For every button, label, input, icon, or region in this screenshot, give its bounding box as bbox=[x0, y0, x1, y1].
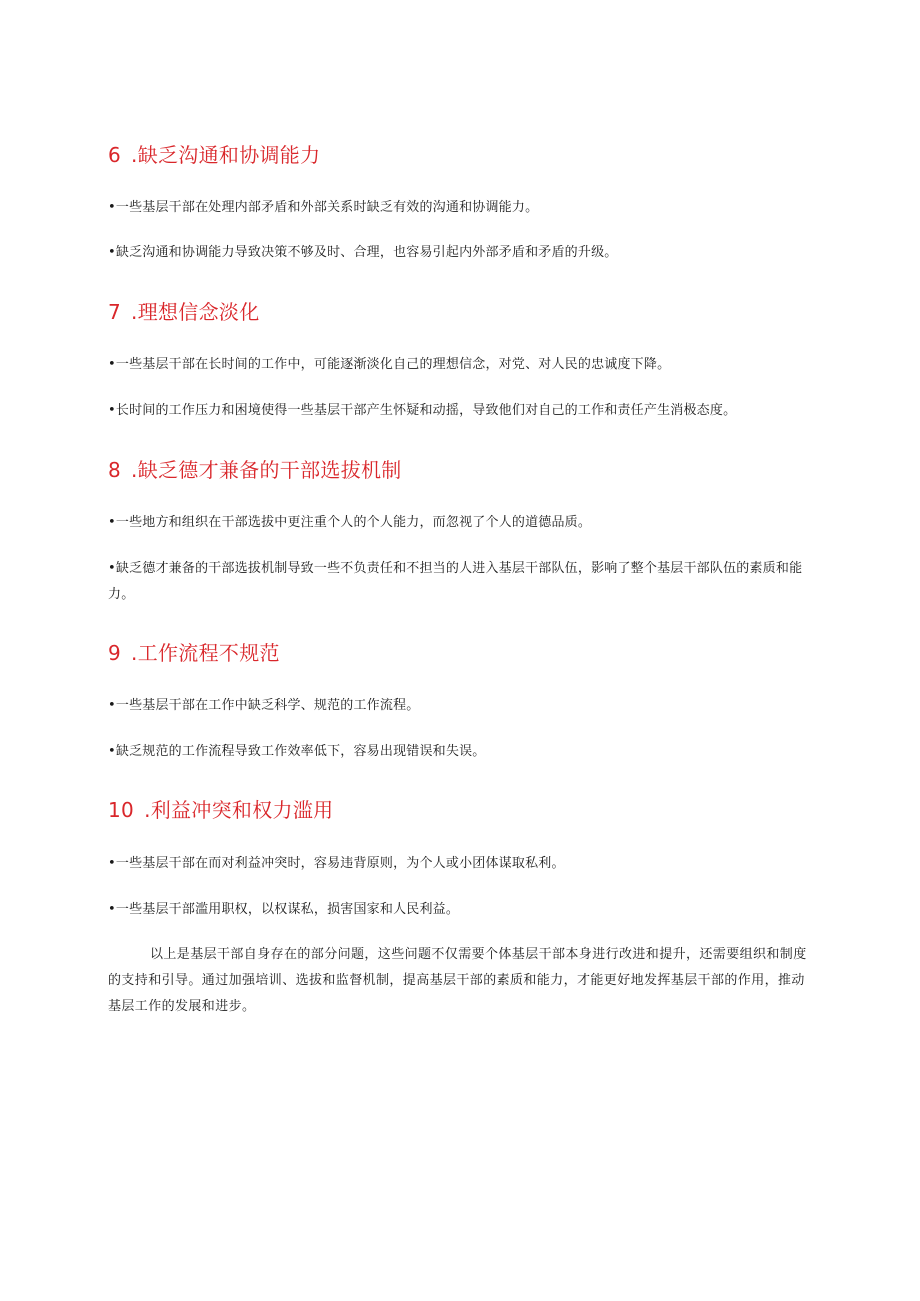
bullet-item: •缺乏沟通和协调能力导致决策不够及时、合理，也容易引起内外部矛盾和矛盾的升级。 bbox=[108, 245, 618, 260]
bullet-item: •长时间的工作压力和困境使得一些基层干部产生怀疑和动摇，导致他们对自己的工作和责任产生消极态度。 bbox=[108, 403, 737, 418]
section-title: .利益冲突和权力滥用 bbox=[144, 798, 334, 822]
section-heading-9 bbox=[108, 641, 280, 665]
section-title: .工作流程不规范 bbox=[131, 641, 280, 665]
section-heading-10 bbox=[108, 798, 333, 822]
section-title: .理想信念淡化 bbox=[131, 300, 260, 324]
section-number: 8 bbox=[108, 458, 122, 482]
bullet-item: •一些基层干部在处理内部矛盾和外部关系时缺乏有效的沟通和协调能力。 bbox=[108, 200, 539, 215]
section-number: 7 bbox=[108, 300, 122, 324]
section-heading-7 bbox=[108, 300, 260, 324]
section-number: 10 bbox=[108, 798, 135, 822]
section-heading-6 bbox=[108, 143, 320, 167]
bullet-item: •缺乏规范的工作流程导致工作效率低下，容易出现错误和失误。 bbox=[108, 744, 486, 759]
bullet-item: •一些地方和组织在干部选拔中更注重个人的个人能力，而忽视了个人的道德品质。 bbox=[108, 515, 592, 530]
section-number: 6 bbox=[108, 143, 122, 167]
section-number: 9 bbox=[108, 641, 122, 665]
bullet-item: •一些基层干部在工作中缺乏科学、规范的工作流程。 bbox=[108, 698, 420, 713]
summary-paragraph: 以上是基层干部自身存在的部分问题，这些问题不仅需要个体基层干部本身进行改进和提升，还需要组织和制度的支持和引导。通过加强培训、选拔和监督机制，提高基层干部的素质和能力，才能更好地发挥基层干部的作用，推动基层工作的发展和进步。 bbox=[108, 947, 807, 1014]
bullet-item: •一些基层干部在长时间的工作中，可能逐渐淡化自己的理想信念，对党、对人民的忠诚度下降。 bbox=[108, 357, 671, 372]
bullet-item: •一些基层干部在而对利益冲突时，容易违背原则，为个人或小团体谋取私利。 bbox=[108, 856, 565, 871]
bullet-item: •一些基层干部滥用职权，以权谋私，损害国家和人民利益。 bbox=[108, 902, 460, 917]
section-title: .缺乏沟通和协调能力 bbox=[131, 143, 321, 167]
section-title: .缺乏德才兼备的干部选拔机制 bbox=[131, 458, 402, 482]
bullet-item: •缺乏德才兼备的干部选拔机制导致一些不负责任和不担当的人进入基层干部队伍，影响了整个基层干部队伍的素质和能力。 bbox=[108, 561, 803, 602]
section-heading-8 bbox=[108, 458, 402, 482]
